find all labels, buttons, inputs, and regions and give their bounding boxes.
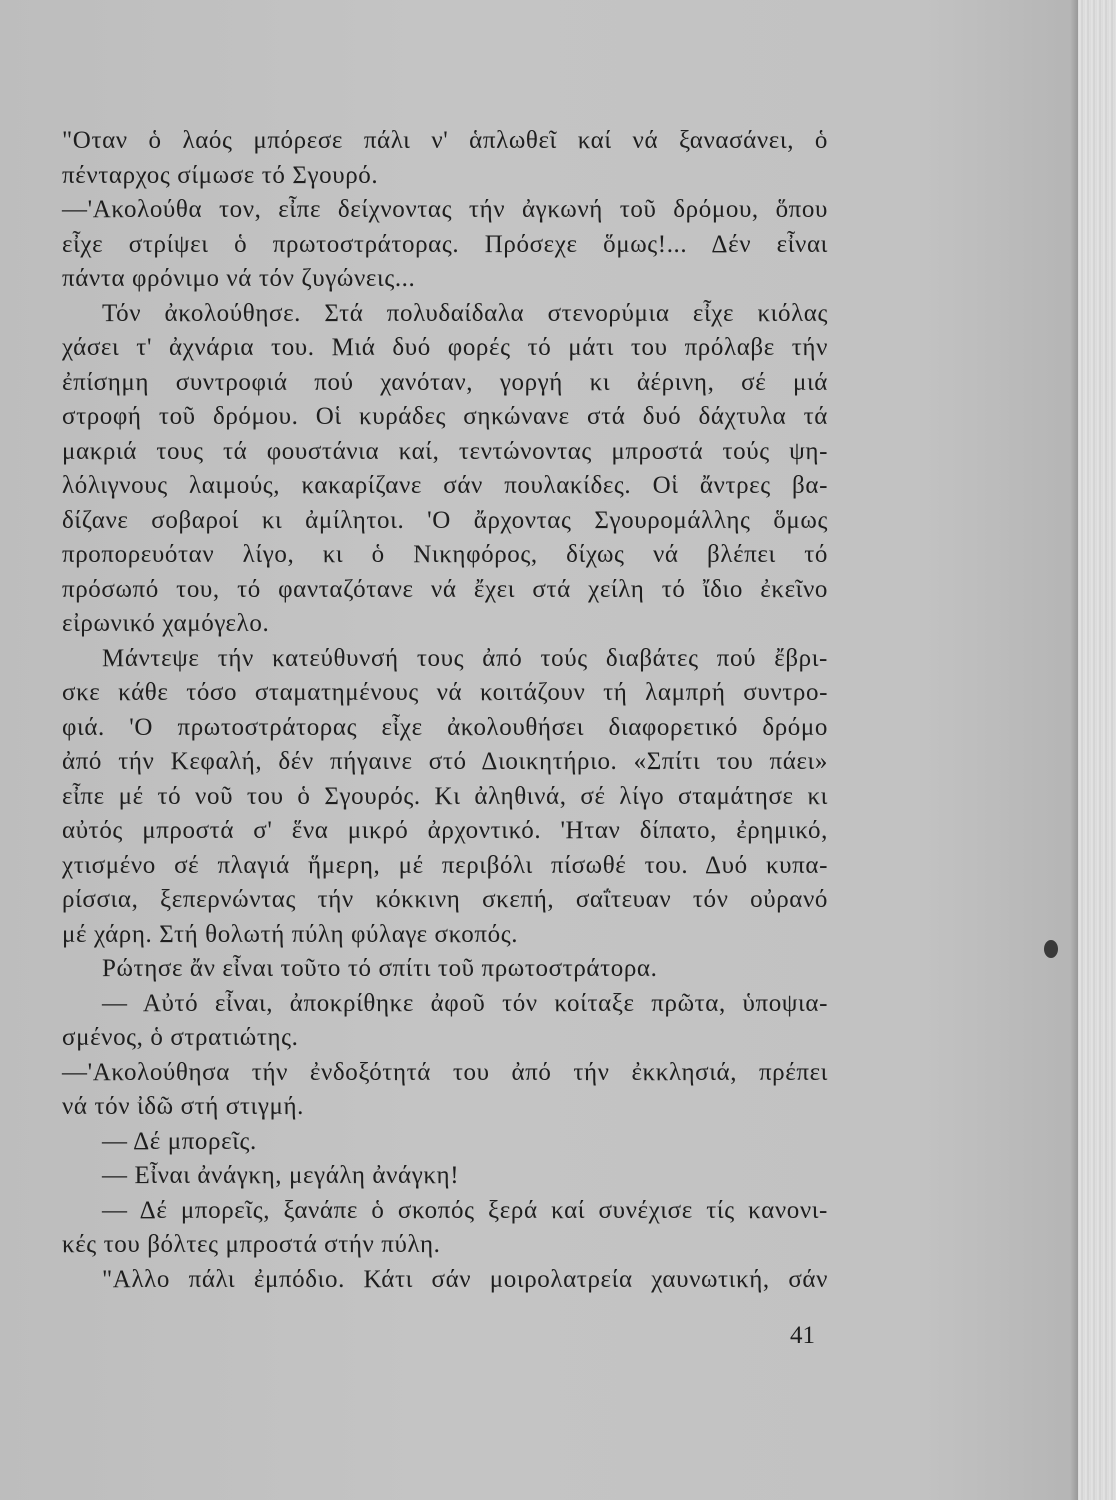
text-line: μέ χάρη. Στή θολωτή πύλη φύλαγε σκοπός. [62, 920, 519, 948]
text-line: κές του βόλτες μπροστά στήν πύλη. [62, 1231, 441, 1258]
text-line: ρίσσια, ξεπερνώντας τήν κόκκινη σκεπή, σαΐτευαν τόν οὐρανό [62, 886, 828, 913]
text-line: πρόσωπό του, τό φανταζότανε νά ἔχει στά χείλη τό ἴδιο ἐκεῖνο [62, 575, 828, 603]
text-line: εἰρωνικό χαμόγελο. [62, 610, 270, 637]
text-line: ἐπίσημη συντροφιά πού χανόταν, γοργή κι ἀέρινη, σέ μιά [62, 368, 828, 396]
text-line: λόλιγνους λαιμούς, κακαρίζανε σάν πουλακίδες. Οἱ ἄντρες βα- [62, 472, 828, 499]
text-line: νά τόν ἰδῶ στή στιγμή. [62, 1093, 305, 1120]
text-line: — Δέ μπορεῖς, ξανάπε ὁ σκοπός ξερά καί συνέχισε τίς κανονι- [102, 1196, 828, 1224]
text-line: αὐτός μπροστά σ' ἕνα μικρό ἀρχοντικό. 'Ηταν δίπατο, ἐρημικό, [62, 817, 828, 844]
text-line: — Αὐτό εἶναι, ἀποκρίθηκε ἀφοῦ τόν κοίταξε πρῶτα, ὑποψια- [102, 989, 828, 1017]
text-line: πάντα φρόνιμο νά τόν ζυγώνεις... [62, 265, 416, 292]
text-line: χάσει τ' ἀχνάρια του. Μιά δυό φορές τό μάτι του πρόλαβε τήν [62, 334, 828, 361]
page-number: 41 [790, 1322, 815, 1349]
text-line: φιά. 'Ο πρωτοστράτορας εἶχε ἀκολουθήσει διαφορετικό δρόμο [62, 713, 828, 741]
text-line: — Εἶναι ἀνάγκη, μεγάλη ἀνάγκη! [102, 1162, 460, 1189]
text-line: σκε κάθε τόσο σταματημένους νά κοιτάζουν τή λαμπρή συντρο- [62, 679, 828, 706]
text-line: στροφή τοῦ δρόμου. Οἱ κυράδες σηκώνανε στά δυό δάχτυλα τά [62, 403, 828, 430]
text-line: "Αλλο πάλι ἐμπόδιο. Κάτι σάν μοιρολατρεία χαυνωτική, σάν [102, 1265, 828, 1293]
text-line: Μάντεψε τήν κατεύθυνσή τους ἀπό τούς διαβάτες πού ἔβρι- [102, 644, 828, 672]
page-body-text [62, 124, 828, 1297]
text-line: μακριά τους τά φουστάνια καί, τεντώνοντας μπροστά τούς ψη- [62, 437, 828, 465]
text-line: σμένος, ὁ στρατιώτης. [62, 1024, 299, 1051]
text-line: δίζανε σοβαροί κι ἀμίλητοι. 'Ο ἄρχοντας Σγουρομάλλης ὅμως [62, 506, 828, 534]
ink-spot [1044, 940, 1058, 958]
book-page-stack-edge [1078, 0, 1116, 1500]
text-line: ἀπό τήν Κεφαλή, δέν πήγαινε στό Διοικητήριο. «Σπίτι του πάει» [62, 748, 828, 775]
text-line: — Δέ μπορεῖς. [102, 1127, 257, 1155]
text-line: προπορευόταν λίγο, κι ὁ Νικηφόρος, δίχως νά βλέπει τό [62, 541, 828, 568]
text-line: —'Ακολούθα τον, εἶπε δείχνοντας τήν ἀγκωνή τοῦ δρόμου, ὅπου [62, 196, 828, 223]
text-line: εἶπε μέ τό νοῦ του ὁ Σγουρός. Κι ἀληθινά, σέ λίγο σταμάτησε κι [62, 782, 828, 810]
text-line: "Οταν ὁ λαός μπόρεσε πάλι ν' ἁπλωθεῖ καί νά ξανασάνει, ὁ [62, 127, 828, 154]
text-line: Τόν ἀκολούθησε. Στά πολυδαίδαλα στενορύμια εἶχε κιόλας [102, 299, 828, 327]
text-line: Ρώτησε ἄν εἶναι τοῦτο τό σπίτι τοῦ πρωτοστράτορα. [102, 955, 658, 982]
text-line: εἶχε στρίψει ὁ πρωτοστράτορας. Πρόσεχε ὅμως!... Δέν εἶναι [62, 230, 828, 258]
text-line: χτισμένο σέ πλαγιά ἥμερη, μέ περιβόλι πίσωθέ του. Δυό κυπα- [62, 851, 828, 879]
text-line: πένταρχος σίμωσε τό Σγουρό. [62, 161, 379, 189]
text-line: —'Ακολούθησα τήν ἐνδοξότητά του ἀπό τήν ἐκκλησιά, πρέπει [62, 1058, 828, 1086]
